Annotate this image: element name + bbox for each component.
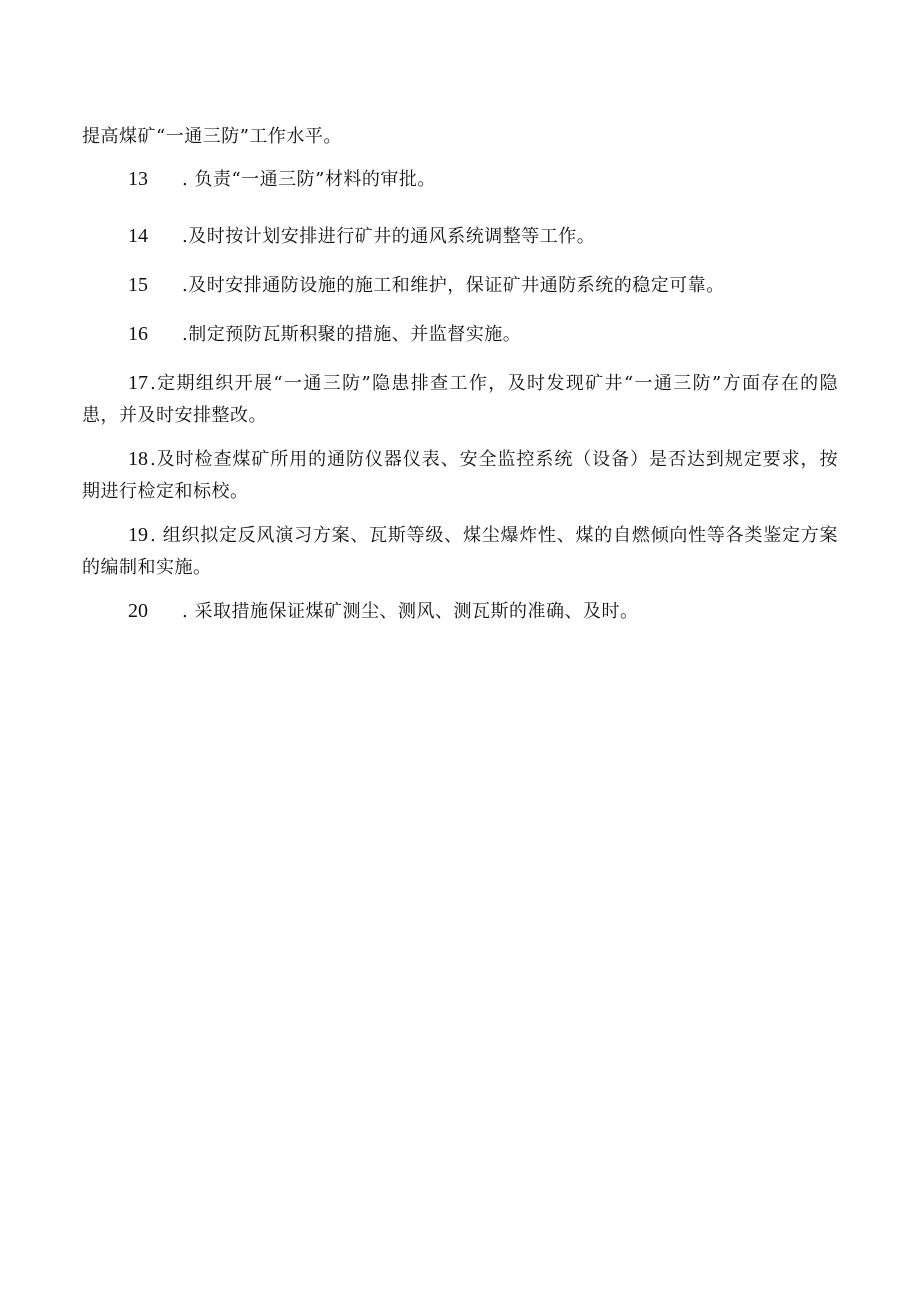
item-number: 19: [128, 524, 148, 546]
item-number: 15: [128, 274, 148, 296]
item-number: 20: [128, 600, 148, 622]
item-text: .及时安排通防设施的施工和维护，保证矿井通防系统的稳定可靠。: [182, 275, 725, 296]
item-number: 13: [128, 168, 148, 190]
item-number: 16: [128, 323, 148, 345]
list-item-19: [82, 519, 838, 584]
list-item-18: [82, 443, 838, 508]
list-item-20: [82, 595, 838, 628]
document-body: [82, 121, 838, 644]
item-number: 17: [128, 372, 148, 394]
item-text: . 负责“一通三防”材料的审批。: [182, 169, 436, 190]
item-text: .定期组织开展“一通三防”隐患排查工作，及时发现矿井“一通三防”方面存在的隐患，并及时安排整改。: [82, 373, 838, 426]
item-text: .及时检查煤矿所用的通防仪器仪表、安全监控系统（设备）是否达到规定要求，按期进行检定和标校。: [82, 449, 838, 502]
item-number: 14: [128, 225, 148, 247]
item-text: .及时按计划安排进行矿井的通风系统调整等工作。: [182, 226, 596, 247]
item-text: . 采取措施保证煤矿测尘、测风、测瓦斯的准确、及时。: [182, 601, 639, 622]
list-item-14: [82, 220, 838, 253]
continuation-paragraph: 提高煤矿“一通三防”工作水平。: [82, 126, 342, 147]
item-number: 18: [128, 448, 148, 470]
list-item-17: [82, 367, 838, 432]
list-item-16: [82, 318, 838, 351]
item-text: . 组织拟定反风演习方案、瓦斯等级、煤尘爆炸性、煤的自燃倾向性等各类鉴定方案的编制和实施。: [82, 525, 838, 578]
list-item-15: [82, 269, 838, 302]
list-item-13: [82, 163, 838, 196]
item-text: .制定预防瓦斯积聚的措施、并监督实施。: [182, 324, 522, 345]
